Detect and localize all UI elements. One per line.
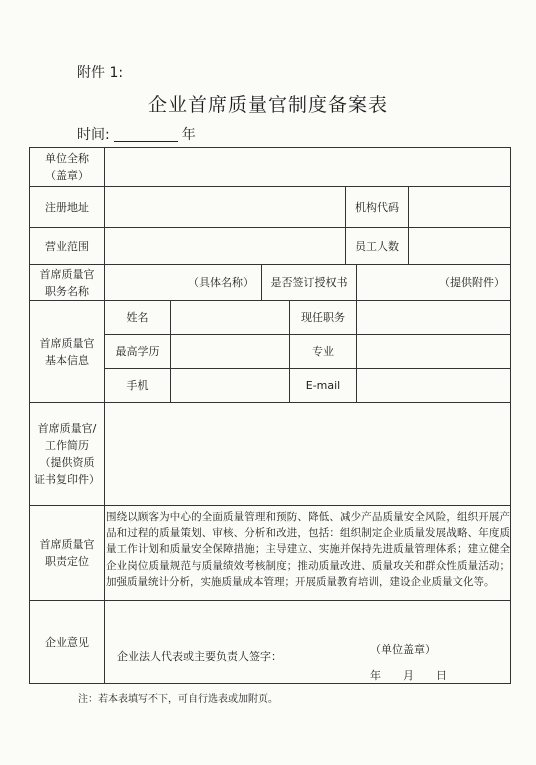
- registered-address-field[interactable]: [105, 187, 345, 227]
- mobile-field[interactable]: [171, 369, 289, 402]
- form-title: 企业首席质量官制度备案表: [147, 94, 388, 116]
- label-opinion: 企业意见: [45, 635, 89, 649]
- year-label: 年: [181, 127, 196, 143]
- duty-text: 围绕以顾客为中心的全面质量管理和预防、降低、减少产品质量安全风险，组织开展产品和过程的质量策划、审核、分析和改进，包括：组织制定企业质量发展战略、年度质量工作计划和质量安全保障措施；主导建立、实施并保持先进质量管理体系；建立健全企业岗位质量规范与质量绩效考核制度；推动质量改进、质量攻关和群众性质量活动；加强质量统计分析，实施质量成本管理；开展质量教育培训，建设企业质量文化等。: [106, 511, 510, 588]
- email-field[interactable]: [357, 369, 510, 402]
- label-registered-address: 注册地址: [45, 200, 89, 214]
- label-work-history: 首席质量官/ 工作简历 （提供资质 证书复印件）: [34, 422, 100, 486]
- specific-name-note: （具体名称）: [188, 276, 254, 289]
- label-business-scope: 营业范围: [45, 239, 89, 253]
- attachment-label: 附件 1:: [77, 65, 124, 81]
- label-company-name: 单位全称 （盖章）: [45, 152, 89, 182]
- current-position-field[interactable]: [357, 301, 510, 334]
- label-major: 专业: [312, 345, 334, 358]
- work-history-field[interactable]: [105, 403, 510, 505]
- footnote: 注：若本表填写不下，可自行选表或加附页。: [78, 694, 278, 705]
- company-name-field[interactable]: [105, 148, 510, 186]
- major-field[interactable]: [357, 335, 510, 368]
- education-field[interactable]: [171, 335, 289, 368]
- org-code-field[interactable]: [409, 187, 510, 227]
- legal-sign-label: 企业法人代表或主要负责人签字：: [117, 649, 282, 663]
- label-basic-info: 首席质量官 基本信息: [39, 336, 95, 367]
- label-current-position: 现任职务: [301, 311, 345, 324]
- name-field[interactable]: [171, 301, 289, 334]
- provide-attachment-note: （提供附件）: [439, 276, 505, 289]
- label-education: 最高学历: [115, 345, 160, 358]
- label-duty-position: 首席质量官 职责定位: [39, 538, 95, 568]
- date-line: 年 月 日: [370, 668, 447, 682]
- business-scope-field[interactable]: [105, 228, 345, 264]
- label-employee-count: 员工人数: [355, 239, 399, 253]
- label-mobile: 手机: [126, 379, 149, 392]
- label-cqo-title: 首席质量官 职务名称: [39, 267, 95, 298]
- time-label: 时间:: [77, 127, 110, 143]
- label-name: 姓名: [126, 311, 149, 324]
- label-email: E-mail: [305, 379, 341, 392]
- employee-count-field[interactable]: [409, 228, 510, 264]
- label-org-code: 机构代码: [355, 200, 399, 214]
- seal-note: （单位盖章）: [370, 642, 436, 656]
- label-authorization: 是否签订授权书: [270, 276, 348, 289]
